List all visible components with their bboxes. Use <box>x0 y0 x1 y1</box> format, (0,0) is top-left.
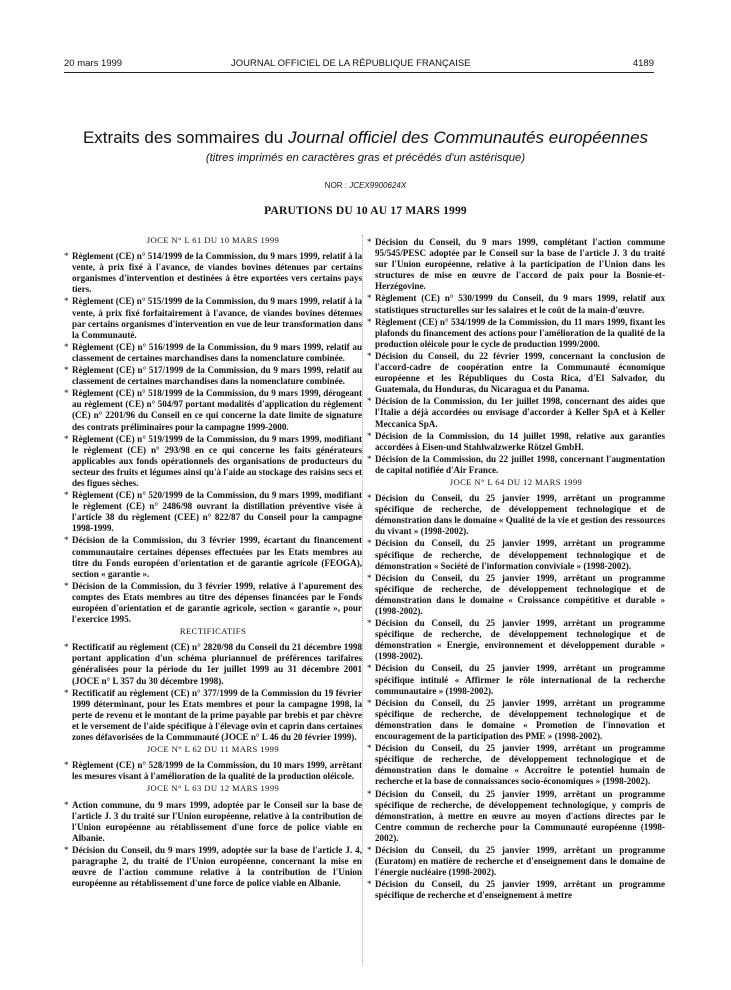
page-title <box>40 128 691 148</box>
asterisk-marker: * <box>64 296 69 307</box>
entry-text: Décision du Conseil, du 25 janvier 1999, arrêtant un programme (Euratom) en matière de recherche et d'enseignement dans le domaine de l'énergie nucléaire (1998-2002). <box>375 844 665 878</box>
asterisk-marker: * <box>367 453 372 464</box>
entry-text: Règlement (CE) n° 519/1999 de la Commission, du 9 mars 1999, modifiant le règlement (CE) n° 293/98 en ce qui concerne les faits générateurs applicables aux fonds opérationnels des organisations de producteurs du secteur des fruits et légumes ainsi qu'à l'aide au stockage des raisins secs et des figues sèches. <box>72 433 362 488</box>
summary-entry <box>64 490 362 534</box>
asterisk-marker: * <box>367 396 372 407</box>
title-normal: Extraits des sommaires du <box>82 128 288 147</box>
asterisk-marker: * <box>367 743 372 754</box>
left-column <box>64 235 362 890</box>
asterisk-marker: * <box>367 572 372 583</box>
entry-text: Règlement (CE) n° 534/1999 de la Commission, du 11 mars 1999, fixant les plafonds du financement des actions pour l'amélioration de la qualité de la production oléicole pour le cycle de production 1999/2000. <box>375 316 665 349</box>
summary-entry <box>64 535 362 579</box>
header-page-number: 4189 <box>632 58 654 69</box>
entry-text: Règlement (CE) n° 516/1999 de la Commission, du 9 mars 1999, relatif au classement de certaines marchandises dans la nomenclature combinée. <box>72 341 362 363</box>
title-italic: Journal officiel des Communautés européennes <box>287 128 649 147</box>
summary-entry <box>367 789 665 844</box>
asterisk-marker: * <box>64 642 69 653</box>
asterisk-marker: * <box>64 251 69 262</box>
entry-text: Décision du Conseil, du 25 janvier 1999, arrêtant un programme spécifique de recherche et d'enseignement à mettre <box>375 879 665 901</box>
summary-entry <box>367 698 665 742</box>
parutions-heading: PARUTIONS DU 10 AU 17 MARS 1999 <box>264 205 467 217</box>
summary-entry <box>367 317 665 350</box>
summary-entry <box>64 342 362 364</box>
asterisk-marker: * <box>367 316 372 327</box>
summary-entry <box>64 365 362 387</box>
column-divider <box>362 235 363 965</box>
entry-text: Décision du Conseil, du 25 janvier 1999, arrêtant un programme spécifique de recherche, de développement technologique et de démonstration « Société de l'information conviviale » (1998-2002). <box>375 538 665 571</box>
entry-text: Décision du Conseil, du 22 février 1999, concernant la conclusion de l'accord-cadre de coopération entre la Communauté économique européenne et les Républiques du Costa Rica, d'El Salvador, du Guatemala, du Honduras, du Nicaragua et du Panama. <box>375 350 665 395</box>
asterisk-marker: * <box>367 293 372 304</box>
summary-entry <box>367 431 665 453</box>
entry-text: Action commune, du 9 mars 1999, adoptée par le Conseil sur la base de l'article J. 3 du traité sur l'Union européenne, relative à la contribution de l'Union européenne au rétablissement d'une force de police viable en Albanie. <box>72 799 362 843</box>
summary-entry <box>367 237 665 292</box>
entry-text: Décision du Conseil, du 25 janvier 1999, arrêtant un programme spécifique de recherche, de développement technologique et de démonstration dans le domaine « Qualité de la vie et gestion des ressources du vivant » (1998-2002). <box>375 493 665 537</box>
summary-entry <box>64 688 362 743</box>
asterisk-marker: * <box>64 365 69 376</box>
entry-text: Décision du Conseil, du 25 janvier 1999, arrêtant un programme spécifique de recherche, de développement technologique, y compris de démonstration, à mettre en œuvre au moyen d'actions directes par le Centre commun de recherche pour la Communauté européenne (1998-2002). <box>375 788 665 843</box>
entry-text: Rectificatif au règlement (CE) n° 2820/98 du Conseil du 21 décembre 1998 portant application d'un schéma pluriannuel de préférences tarifaires généralisées pour la période du 1er juillet 1999 au 31 décembre 2001 (JOCE n° L 357 du 30 décembre 1998). <box>72 642 362 686</box>
summary-entry <box>367 618 665 662</box>
summary-entry <box>367 573 665 617</box>
asterisk-marker: * <box>367 538 372 549</box>
nor-code: JCEX9900624X <box>349 181 407 190</box>
summary-entry <box>64 388 362 432</box>
summary-entry <box>64 581 362 625</box>
summary-entry <box>367 663 665 696</box>
right-column <box>367 237 665 902</box>
asterisk-marker: * <box>367 350 372 361</box>
asterisk-marker: * <box>64 341 69 352</box>
entry-text: Décision du Conseil, du 9 mars 1999, complétant l'action commune 95/545/PESC adoptée par le Conseil sur la base de l'article J. 3 du traité sur l'Union européenne, relative à la participation de l'Union dans les structures de mise en œuvre de l'accord de paix pour la Bosnie-et-Herzégovine. <box>375 237 665 292</box>
page-subtitle: (titres imprimés en caractères gras et précédés d'un astérisque) <box>205 152 526 164</box>
summary-entry <box>64 642 362 686</box>
asterisk-marker: * <box>367 879 372 890</box>
asterisk-marker: * <box>64 535 69 546</box>
entry-text: Décision du Conseil, du 25 janvier 1999, arrêtant un programme spécifique de recherche, de développement technologique et de démonstration dans le domaine « Accroître le potentiel humain de recherche et la base de connaissances socio-économiques » (1998-2002). <box>375 743 665 787</box>
asterisk-marker: * <box>367 430 372 441</box>
header-journal-name: JOURNAL OFFICIEL DE LA RÉPUBLIQUE FRANÇAISE <box>231 58 471 69</box>
asterisk-marker: * <box>64 687 69 698</box>
entry-text: Décision de la Commission, du 1er juillet 1998, concernant des aides que l'Italie a déjà accordées ou envisage d'accorder à Keller SpA et à Keller Meccanica SpA. <box>375 396 665 429</box>
asterisk-marker: * <box>367 697 372 708</box>
nor-label: NOR : <box>324 181 350 190</box>
summary-entry <box>64 800 362 844</box>
summary-entry <box>64 760 362 782</box>
summary-entry <box>367 743 665 787</box>
summary-entry <box>64 434 362 489</box>
asterisk-marker: * <box>367 788 372 799</box>
asterisk-marker: * <box>367 237 372 247</box>
section-heading: JOCE N° L 61 DU 10 MARS 1999 <box>146 235 280 245</box>
entry-text: Règlement (CE) n° 517/1999 de la Commission, du 9 mars 1999, relatif au classement de certaines marchandises dans la nomenclature combinée. <box>72 365 362 387</box>
asterisk-marker: * <box>367 493 372 504</box>
asterisk-marker: * <box>64 844 69 855</box>
summary-entry <box>367 454 665 476</box>
section-heading: JOCE N° L 63 DU 12 MARS 1999 <box>146 783 280 794</box>
entry-text: Décision du Conseil, du 9 mars 1999, adoptée sur la base de l'article J. 4, paragraphe 2, du traité de l'Union européenne, concernant la mise en œuvre de l'action commune relative à la contribution de l'Union européenne au rétablissement d'une force de police viable en Albanie. <box>72 844 362 889</box>
entry-text: Décision du Conseil, du 25 janvier 1999, arrêtant un programme spécifique de recherche, de développement technologique et de démonstration dans le domaine « Promotion de l'innovation et encouragement de la participation des PME » (1998-2002). <box>375 697 665 742</box>
summary-entry <box>64 845 362 889</box>
summary-entry <box>367 396 665 429</box>
summary-entry <box>367 293 665 315</box>
nor-reference <box>40 181 691 190</box>
asterisk-marker: * <box>64 760 69 771</box>
asterisk-marker: * <box>64 490 69 501</box>
asterisk-marker: * <box>367 663 372 674</box>
entry-text: Règlement (CE) n° 514/1999 de la Commission, du 9 mars 1999, relatif à la vente, à prix fixé à l'avance, de viandes bovines détenues par certains organismes d'intervention et destinées à être exportées vers certains pays tiers. <box>72 251 362 295</box>
entry-text: Décision du Conseil, du 25 janvier 1999, arrêtant un programme spécifique intitulé « Affirmer le rôle international de la recherche communautaire » (1998-2002). <box>375 663 665 696</box>
entry-text: Décision du Conseil, du 25 janvier 1999, arrêtant un programme spécifique de recherche, de développement technologique et de démonstration dans le domaine « Croissance compétitive et durable » (1998-2002). <box>375 572 665 616</box>
summary-entry <box>64 251 362 295</box>
summary-entry <box>367 845 665 878</box>
summary-entry <box>367 879 665 901</box>
entry-text: Règlement (CE) n° 530/1999 du Conseil, du 9 mars 1999, relatif aux statistiques structurelles sur les salaires et le coût de la main-d'œuvre. <box>375 293 665 315</box>
asterisk-marker: * <box>64 388 69 399</box>
asterisk-marker: * <box>367 618 372 629</box>
header-rule <box>64 72 654 73</box>
entry-text: Décision de la Commission, du 14 juillet 1998, relative aux garanties accordées à Eisen-und Stahlwalzwerke Rötzel GmbH. <box>375 430 665 452</box>
summary-entry <box>367 538 665 571</box>
summary-entry <box>64 296 362 340</box>
asterisk-marker: * <box>64 580 69 591</box>
page-header <box>64 58 654 72</box>
entry-text: Décision de la Commission, du 3 février 1999, écartant du financement communautaire certaines dépenses effectuées par les Etats membres au titre du Fonds européen d'orientation et de garantie agricole (FEOGA), section « garantie ». <box>72 535 362 579</box>
section-heading: RECTIFICATIFS <box>179 626 247 637</box>
entry-text: Règlement (CE) n° 520/1999 de la Commission, du 9 mars 1999, modifiant le règlement (CE) n° 2486/98 ouvrant la distillation préventive visée à l'article 38 du règlement (CEE) n° 822/87 du Conseil pour la campagne 1998-1999. <box>72 490 362 534</box>
entry-text: Décision de la Commission, du 22 juillet 1998, concernant l'augmentation de capital notifiée d'Air France. <box>375 453 665 475</box>
entry-text: Règlement (CE) n° 518/1999 de la Commission, du 9 mars 1999, dérogeant au règlement (CE) n° 504/97 portant modalités d'application du règlement (CE) n° 2201/96 du Conseil en ce qui concerne la date limite de signature des contrats préliminaires pour la campagne 1999-2000. <box>72 388 362 432</box>
entry-text: Décision du Conseil, du 25 janvier 1999, arrêtant un programme spécifique de recherche, de développement technologique et de démonstration « Energie, environnement et développement durable » (1998-2002). <box>375 618 665 662</box>
asterisk-marker: * <box>64 433 69 444</box>
header-date: 20 mars 1999 <box>64 58 123 69</box>
entry-text: Règlement (CE) n° 515/1999 de la Commission, du 9 mars 1999, relatif à la vente, à prix fixé forfaitairement à l'avance, de viandes bovines détenues par certains organismes d'intervention en vue de leur transformation dans la Communauté. <box>72 296 362 340</box>
entry-text: Décision de la Commission, du 3 février 1999, relative à l'apurement des comptes des Etats membres au titre des dépenses financées par le Fonds européen d'orientation et de garantie agricole, section « garantie », pour l'exercice 1995. <box>72 580 362 625</box>
summary-entry <box>367 493 665 537</box>
entry-text: Règlement (CE) n° 528/1999 de la Commission, du 10 mars 1999, arrêtant les mesures visant à l'amélioration de la qualité de la production oléicole. <box>72 760 362 782</box>
entry-text: Rectificatif au règlement (CE) n° 377/1999 de la Commission du 19 février 1999 déterminant, pour les Etats membres et pour la campagne 1998, la perte de revenu et le montant de la prime payable par brebis et par chèvre et le versement de l'aide spécifique à l'élevage ovin et caprin dans certaines zones défavorisées de la Communauté (JOCE n° L 46 du 20 février 1999). <box>72 687 362 743</box>
asterisk-marker: * <box>64 799 69 810</box>
asterisk-marker: * <box>367 844 372 855</box>
section-heading: JOCE N° L 64 DU 12 MARS 1999 <box>449 476 583 487</box>
section-heading: JOCE N° L 62 DU 11 MARS 1999 <box>146 744 280 755</box>
summary-entry <box>367 351 665 395</box>
